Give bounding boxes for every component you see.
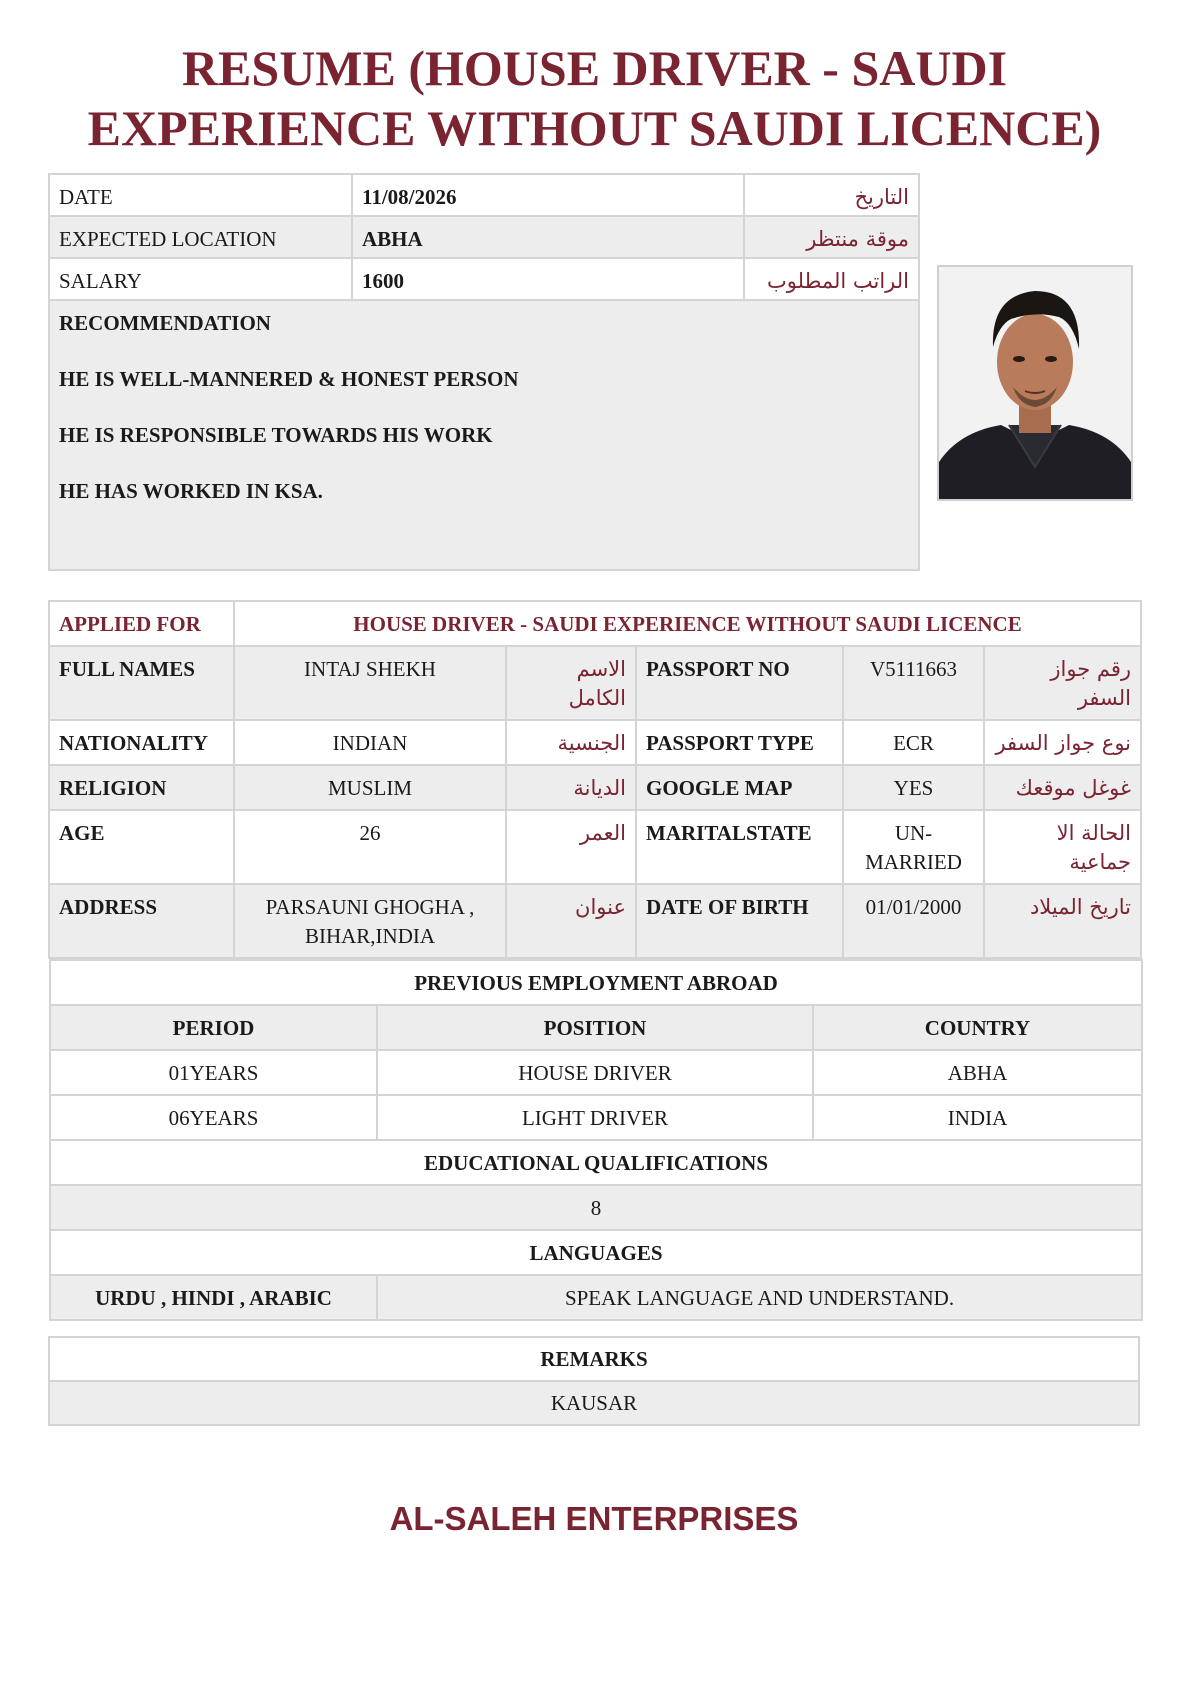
address-label: ADDRESS xyxy=(49,884,234,958)
recommendation-block xyxy=(49,300,919,570)
salary-label: SALARY xyxy=(49,258,352,300)
portrait-image xyxy=(939,267,1131,499)
details-row xyxy=(49,720,1141,765)
summary-table xyxy=(48,173,920,571)
recommendation-heading: RECOMMENDATION xyxy=(59,311,271,335)
google-map-value: YES xyxy=(843,765,984,810)
recommendation-line: HE IS RESPONSIBLE TOWARDS HIS WORK xyxy=(59,423,493,447)
employment-heading: PREVIOUS EMPLOYMENT ABROAD xyxy=(50,960,1142,1005)
full-names-label-ar: الاسم الكامل xyxy=(506,646,636,720)
passport-type-label-ar: نوع جواز السفر xyxy=(984,720,1141,765)
nationality-value: INDIAN xyxy=(234,720,506,765)
details-row xyxy=(49,646,1141,720)
salary-label-ar: الراتب المطلوب xyxy=(744,258,919,300)
age-label-ar: العمر xyxy=(506,810,636,884)
address-value: PARSAUNI GHOGHA , BIHAR,INDIA xyxy=(234,884,506,958)
applied-row xyxy=(49,601,1141,646)
salary-value: 1600 xyxy=(352,258,744,300)
remarks-table xyxy=(48,1336,1140,1426)
period-column-header: PERIOD xyxy=(50,1005,377,1050)
passport-type-label: PASSPORT TYPE xyxy=(636,720,843,765)
passport-no-value: V5111663 xyxy=(843,646,984,720)
marital-state-value: UN-MARRIED xyxy=(843,810,984,884)
religion-value: MUSLIM xyxy=(234,765,506,810)
religion-label: RELIGION xyxy=(49,765,234,810)
date-of-birth-label: DATE OF BIRTH xyxy=(636,884,843,958)
date-label: DATE xyxy=(49,174,352,216)
candidate-photo xyxy=(937,265,1133,501)
passport-type-value: ECR xyxy=(843,720,984,765)
nationality-label-ar: الجنسية xyxy=(506,720,636,765)
position-column-header: POSITION xyxy=(377,1005,813,1050)
period-cell: 06YEARS xyxy=(50,1095,377,1140)
full-names-label: FULL NAMES xyxy=(49,646,234,720)
languages-heading-row xyxy=(50,1230,1142,1275)
table-row xyxy=(50,1050,1142,1095)
marital-state-label: MARITALSTATE xyxy=(636,810,843,884)
applied-label: APPLIED FOR xyxy=(49,601,234,646)
remarks-value: KAUSAR xyxy=(49,1381,1139,1425)
languages-list: URDU , HINDI , ARABIC xyxy=(50,1275,377,1320)
google-map-label-ar: غوغل موقعك xyxy=(984,765,1141,810)
date-value: 11/08/2026 xyxy=(352,174,744,216)
recommendation-line: HE IS WELL-MANNERED & HONEST PERSON xyxy=(59,367,519,391)
education-row xyxy=(50,1185,1142,1230)
applied-value: HOUSE DRIVER - SAUDI EXPERIENCE WITHOUT SAUDI LICENCE xyxy=(234,601,1141,646)
position-cell: LIGHT DRIVER xyxy=(377,1095,813,1140)
marital-state-label-ar: الحالة الا جماعية xyxy=(984,810,1141,884)
period-cell: 01YEARS xyxy=(50,1050,377,1095)
date-row xyxy=(49,174,919,216)
full-names-value: INTAJ SHEKH xyxy=(234,646,506,720)
nationality-label: NATIONALITY xyxy=(49,720,234,765)
position-cell: HOUSE DRIVER xyxy=(377,1050,813,1095)
languages-row xyxy=(50,1275,1142,1320)
details-row xyxy=(49,884,1141,958)
education-value: 8 xyxy=(50,1185,1142,1230)
country-column-header: COUNTRY xyxy=(813,1005,1142,1050)
table-row xyxy=(50,1095,1142,1140)
recommendation-row xyxy=(49,300,919,570)
date-label-ar: التاريخ xyxy=(744,174,919,216)
age-value: 26 xyxy=(234,810,506,884)
date-of-birth-label-ar: تاريخ الميلاد xyxy=(984,884,1141,958)
location-label: EXPECTED LOCATION xyxy=(49,216,352,258)
google-map-label: GOOGLE MAP xyxy=(636,765,843,810)
date-of-birth-value: 01/01/2000 xyxy=(843,884,984,958)
remarks-heading: REMARKS xyxy=(49,1337,1139,1381)
details-table xyxy=(48,600,1142,1321)
page-title: RESUME (HOUSE DRIVER - SAUDI EXPERIENCE WITHOUT SAUDI LICENCE) xyxy=(87,40,1102,156)
education-heading: EDUCATIONAL QUALIFICATIONS xyxy=(50,1140,1142,1185)
age-label: AGE xyxy=(49,810,234,884)
details-row xyxy=(49,810,1141,884)
languages-heading: LANGUAGES xyxy=(50,1230,1142,1275)
country-cell: ABHA xyxy=(813,1050,1142,1095)
address-label-ar: عنوان xyxy=(506,884,636,958)
location-value: ABHA xyxy=(352,216,744,258)
country-cell: INDIA xyxy=(813,1095,1142,1140)
employment-table xyxy=(49,959,1143,1321)
location-row xyxy=(49,216,919,258)
education-heading-row xyxy=(50,1140,1142,1185)
religion-label-ar: الديانة xyxy=(506,765,636,810)
employment-header-row xyxy=(50,1005,1142,1050)
recommendation-line: HE HAS WORKED IN KSA. xyxy=(59,479,323,503)
details-row xyxy=(49,765,1141,810)
languages-note: SPEAK LANGUAGE AND UNDERSTAND. xyxy=(377,1275,1142,1320)
location-label-ar: موقة منتظر xyxy=(744,216,919,258)
salary-row xyxy=(49,258,919,300)
passport-no-label: PASSPORT NO xyxy=(636,646,843,720)
passport-no-label-ar: رقم جواز السفر xyxy=(984,646,1141,720)
company-name: AL-SALEH ENTERPRISES xyxy=(389,1500,799,1537)
employment-heading-row xyxy=(49,958,1141,1321)
